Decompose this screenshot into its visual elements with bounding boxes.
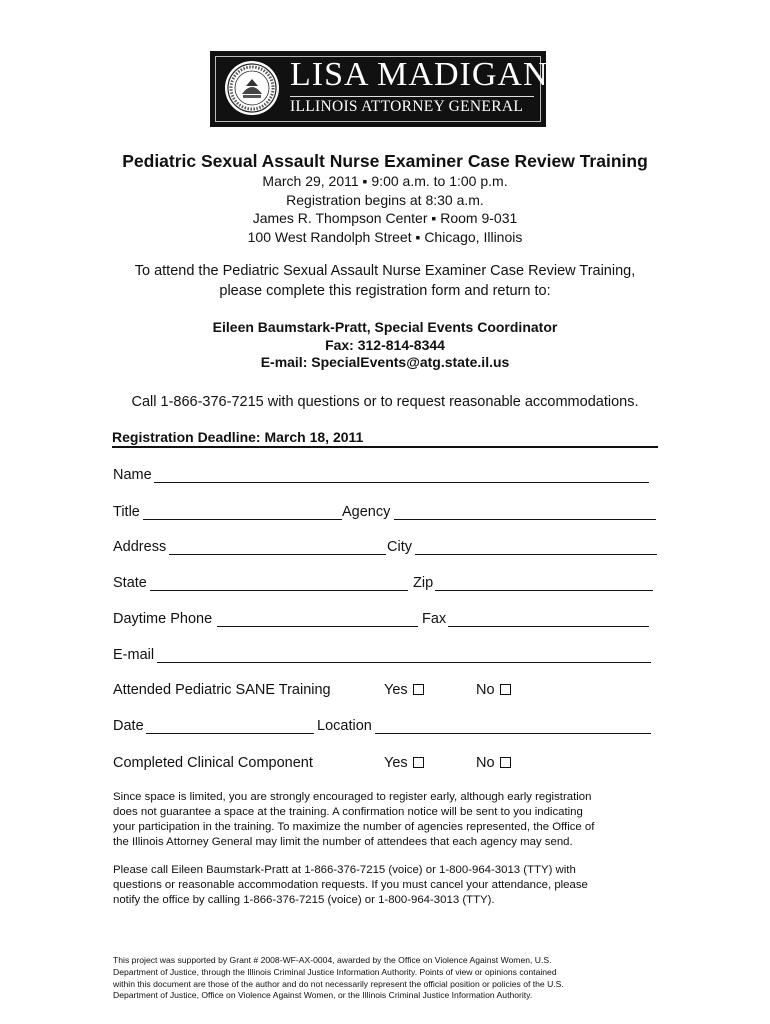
clinical-no-checkbox[interactable]: [500, 757, 511, 768]
zip-field[interactable]: [435, 590, 653, 591]
footnote-line: Department of Justice, through the Illinois Criminal Justice Information Authority. Points of view or opinions contained: [113, 966, 557, 977]
clinical-component-label: Completed Clinical Component: [113, 755, 313, 771]
daytime-phone-field[interactable]: [217, 626, 418, 627]
location-field[interactable]: [375, 733, 651, 734]
space-notice-paragraph: [113, 790, 658, 850]
contact-name: Eileen Baumstark-Pratt, Special Events Coordinator: [212, 319, 558, 335]
page-title: Pediatric Sexual Assault Nurse Examiner Case Review Training: [122, 151, 648, 171]
address-label: Address: [113, 539, 167, 555]
city-field[interactable]: [415, 554, 657, 555]
state-field[interactable]: [150, 590, 408, 591]
date-label: Date: [113, 718, 144, 734]
footnote-line: This project was supported by Grant # 2008-WF-AX-0004, awarded by the Office on Violence Against Women, U.S.: [113, 955, 552, 965]
location-label: Location: [317, 718, 372, 734]
paragraph-line: your participation in the training. To maximize the number of agencies represented, the Office of: [113, 821, 595, 833]
clinical-yes-checkbox[interactable]: [413, 757, 424, 768]
paragraph-line: notify the office by calling 1-866-376-7215 (voice) or 1-800-964-3013 (TTY).: [113, 894, 495, 906]
event-date-time: March 29, 2011 ▪ 9:00 a.m. to 1:00 p.m.: [262, 173, 508, 189]
agency-field[interactable]: [394, 519, 656, 520]
logo-subtitle: ILLINOIS ATTORNEY GENERAL: [290, 98, 524, 115]
registration-deadline: Registration Deadline: March 18, 2011: [112, 429, 364, 445]
no-label: No: [476, 755, 495, 771]
footnote-line: Department of Justice, Office on Violence Against Women, or the Illinois Criminal Justice Information Authority.: [113, 990, 533, 1001]
state-label: State: [113, 575, 147, 591]
zip-label: Zip: [413, 575, 434, 591]
deadline-divider: [112, 446, 658, 448]
name-field[interactable]: [154, 482, 649, 483]
title-field[interactable]: [143, 519, 342, 520]
attended-yes-option[interactable]: [384, 682, 424, 698]
fax-field[interactable]: [448, 626, 649, 627]
event-venue: James R. Thompson Center ▪ Room 9-031: [252, 210, 518, 226]
clinical-no-option[interactable]: [476, 755, 511, 771]
paragraph-line: Please call Eileen Baumstark-Pratt at 1-866-376-7215 (voice) or 1-800-964-3013 (TTY) with: [113, 864, 576, 876]
title-label: Title: [113, 504, 140, 520]
attended-yes-checkbox[interactable]: [413, 684, 424, 695]
attended-training-label: Attended Pediatric SANE Training: [113, 682, 331, 698]
paragraph-line: Since space is limited, you are strongly encouraged to register early, although early registration: [113, 791, 592, 803]
attorney-general-logo: [210, 51, 549, 127]
agency-label: Agency: [342, 504, 391, 520]
city-label: City: [387, 539, 412, 555]
no-label: No: [476, 682, 495, 698]
footnote-line: within this document are those of the author and do not necessarily represent the official position or policies of the U.S.: [113, 978, 564, 989]
grant-footnote: [113, 955, 658, 1002]
contact-notice-paragraph: [113, 863, 658, 908]
call-line: Call 1-866-376-7215 with questions or to request reasonable accommodations.: [131, 394, 639, 410]
paragraph-line: questions or reasonable accommodation requests. If you must cancel your attendance, please: [113, 879, 588, 891]
daytime-phone-label: Daytime Phone: [113, 611, 213, 627]
event-address: 100 West Randolph Street ▪ Chicago, Illinois: [247, 229, 523, 245]
paragraph-line: does not guarantee a space at the training. A confirmation notice will be sent to you indicating: [113, 806, 583, 818]
contact-email[interactable]: E-mail: SpecialEvents@atg.state.il.us: [260, 354, 510, 370]
clinical-yes-option[interactable]: [384, 755, 424, 771]
instructions-line-2: please complete this registration form and return to:: [219, 283, 551, 299]
contact-fax: Fax: 312-814-8344: [325, 337, 445, 353]
attended-no-checkbox[interactable]: [500, 684, 511, 695]
instructions-line-1: To attend the Pediatric Sexual Assault Nurse Examiner Case Review Training,: [134, 263, 636, 279]
yes-label: Yes: [384, 682, 408, 698]
logo-name: LISA MADIGAN: [290, 56, 549, 93]
fax-label: Fax: [422, 611, 447, 627]
address-field[interactable]: [169, 554, 386, 555]
yes-label: Yes: [384, 755, 408, 771]
paragraph-line: the Illinois Attorney General may limit the number of attendees that each agency may send.: [113, 836, 573, 848]
state-seal-icon: [224, 60, 280, 116]
email-field[interactable]: [157, 662, 651, 663]
email-label: E-mail: [113, 647, 155, 663]
registration-begins: Registration begins at 8:30 a.m.: [286, 192, 484, 208]
name-label: Name: [113, 467, 152, 483]
attended-no-option[interactable]: [476, 682, 511, 698]
date-field[interactable]: [146, 733, 314, 734]
logo-divider: [290, 96, 534, 97]
